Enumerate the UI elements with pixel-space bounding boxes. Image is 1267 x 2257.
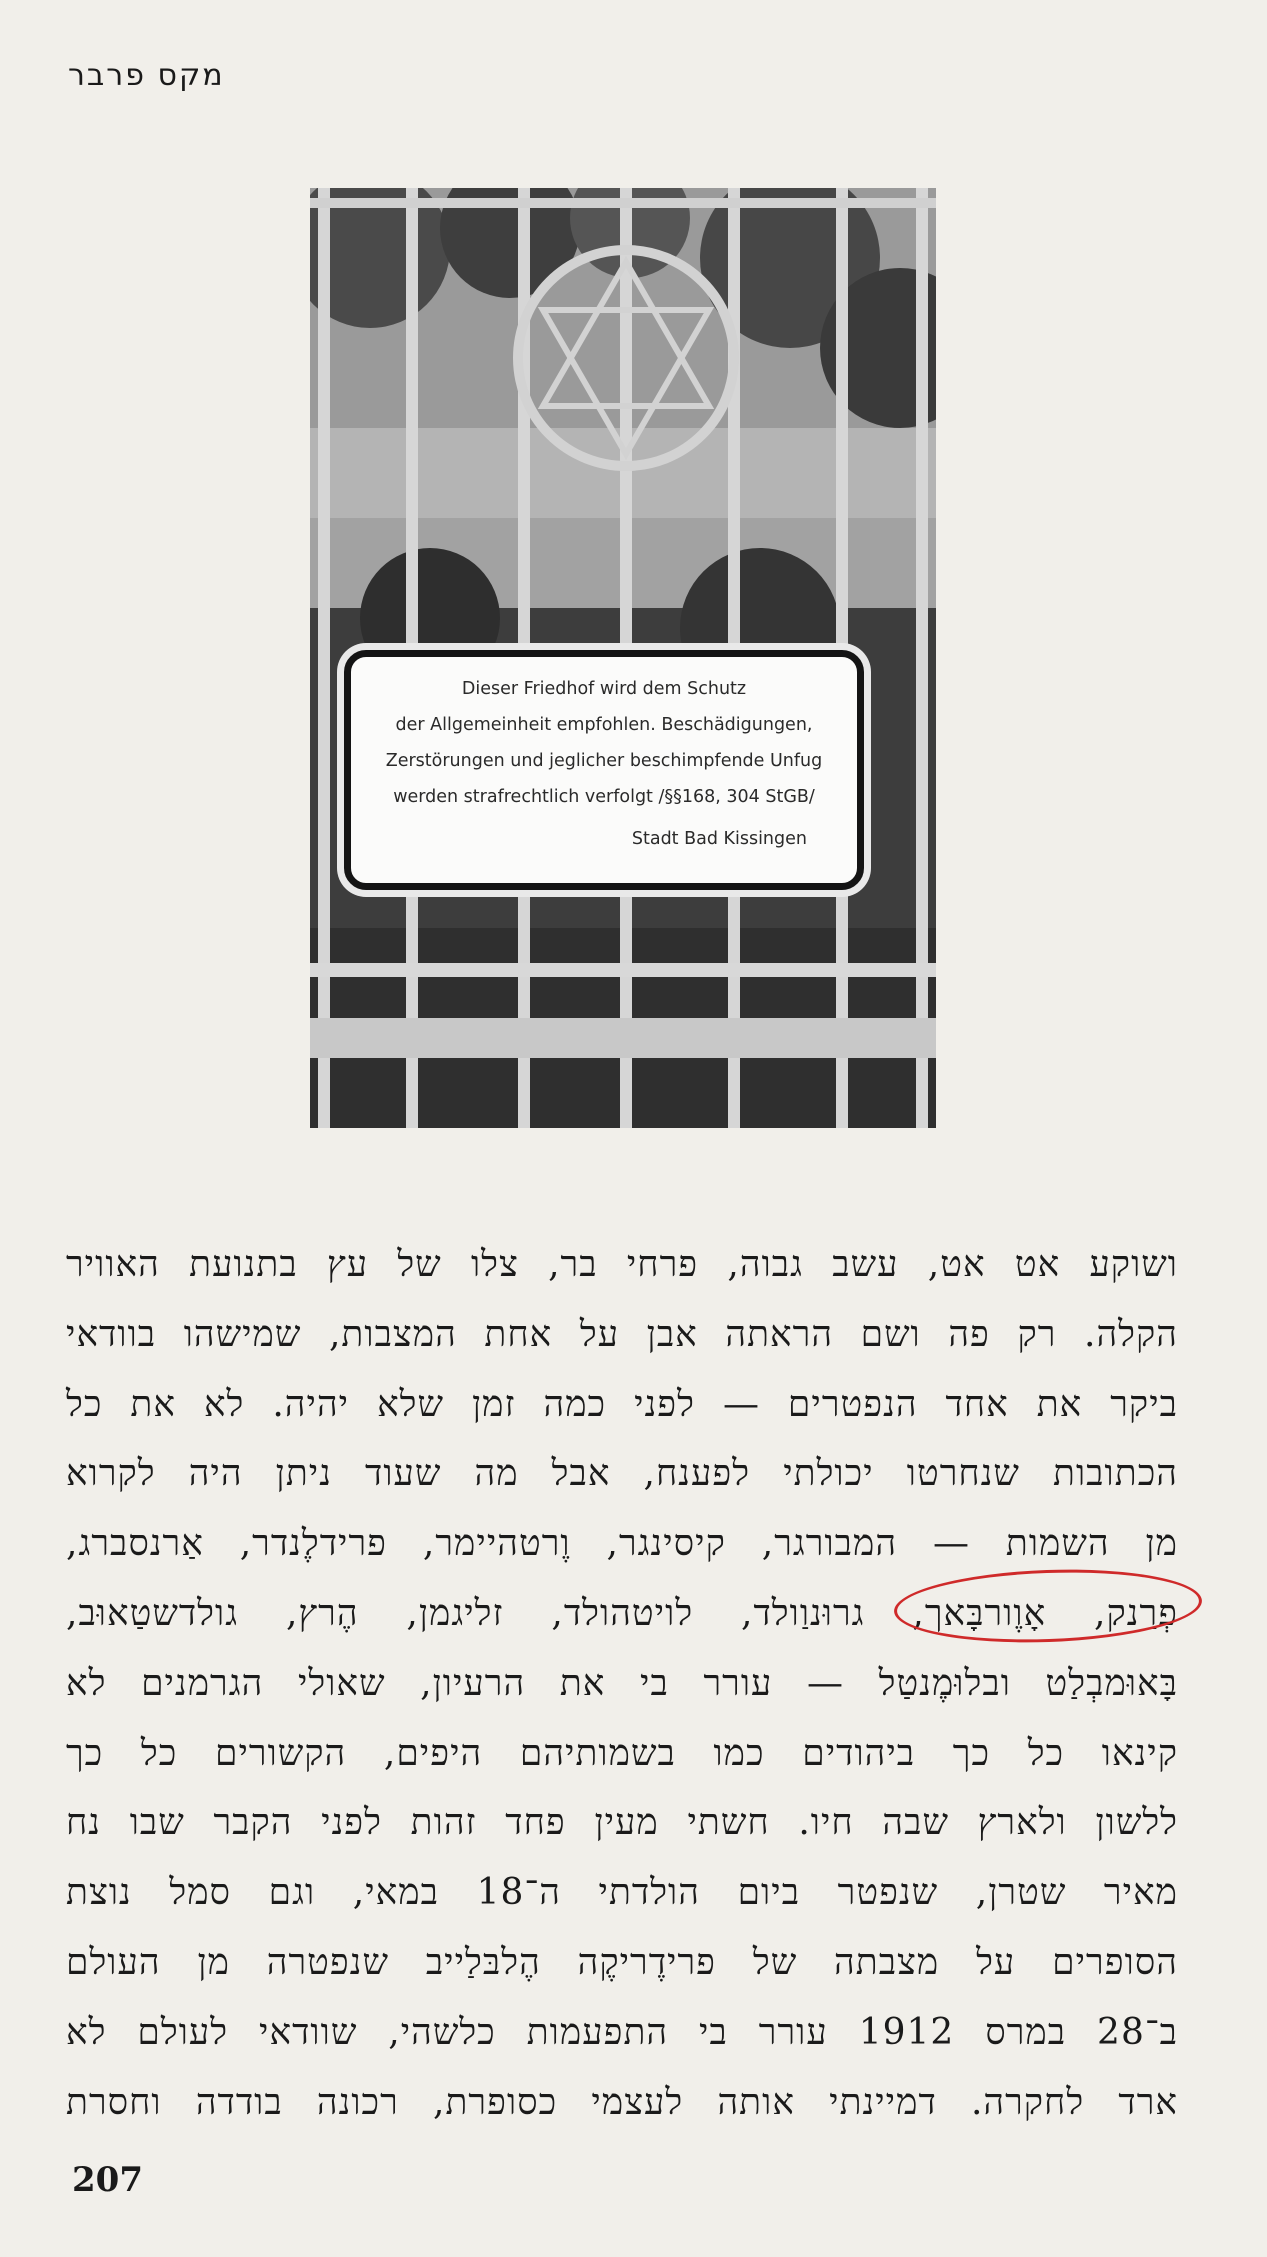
text-line: ביקר את אחד הנפטרים — לפני כמה זמן שלא יהיה. לא את כל [66,1383,1178,1425]
text-line: קינאו כל כך ביהודים כמו בשמותיהם היפים, הקשורים כל כך [66,1732,1178,1774]
text-line: ארד לחקרה. דמיינתי אותה לעצמי כסופרת, רכונה בודדה וחסרת [66,2081,1178,2123]
text-line: ללשון ולארץ שבה חיו. חשתי מעין פחד זהות לפני הקבר שבו נח [66,1802,1178,1844]
text-line: ב־28 במרס 1912 עורר בי התפעמות כלשהי, שוודאי לעולם לא [66,2011,1178,2053]
sign-line-1: Dieser Friedhof wird dem Schutz [461,679,747,699]
cemetery-sign [344,650,864,890]
running-head: מקס פרבר [68,58,225,93]
text-line: הסופרים על מצבתה של פרידֶריקֶה הֶלבּלַייב שנפטרה מן העולם [66,1941,1178,1983]
sign-line-2: der Allgemeinheit empfohlen. Beschädigungen, [395,715,813,735]
text-line: ושוקע אט אט, עשב גבוה, פרחי בר, צלו של עץ בתנועת האוויר [66,1244,1178,1285]
sign-line-3: Zerstörungen und jeglicher beschimpfende Unfug [385,751,823,771]
sign-line-4: werden strafrechtlich verfolgt /§§168, 304 StGB/ [393,787,815,807]
cemetery-gate-photo [310,188,936,1128]
text-line: מן השמות — המבורגר, קיסינגר, וֶרטהיימר, פרידלֶנדר, אַרנסברג, [66,1523,1178,1565]
text-line: הקלה. רק פה ושם הראתה אבן על אחת המצבות, שמישהו בוודאי [66,1313,1178,1355]
body-paragraph [66,1230,1178,2137]
text-line: פְרַנק, אָוֶורבָּאך, גרוּנוַולד, לויטהולד, זליגמן, הֶרץ, גולדשטַאוּב, [66,1592,1178,1634]
text-line: בָּאוּמבְלַט ובלוּמֶנטַל — עורר בי את הרעיון, שאולי הגרמנים לא [66,1662,1178,1704]
text-line: מאיר שטרן, שנפטר ביום הולדתי ה־18 במאי, וגם סמל נוצת [66,1872,1178,1914]
sign-city: Stadt Bad Kissingen [631,829,807,849]
text-line: הכתובות שנחרטו יכולתי לפענח, אבל מה שעוד ניתן היה לקרוא [66,1453,1178,1495]
page-number: 207 [72,2160,143,2200]
